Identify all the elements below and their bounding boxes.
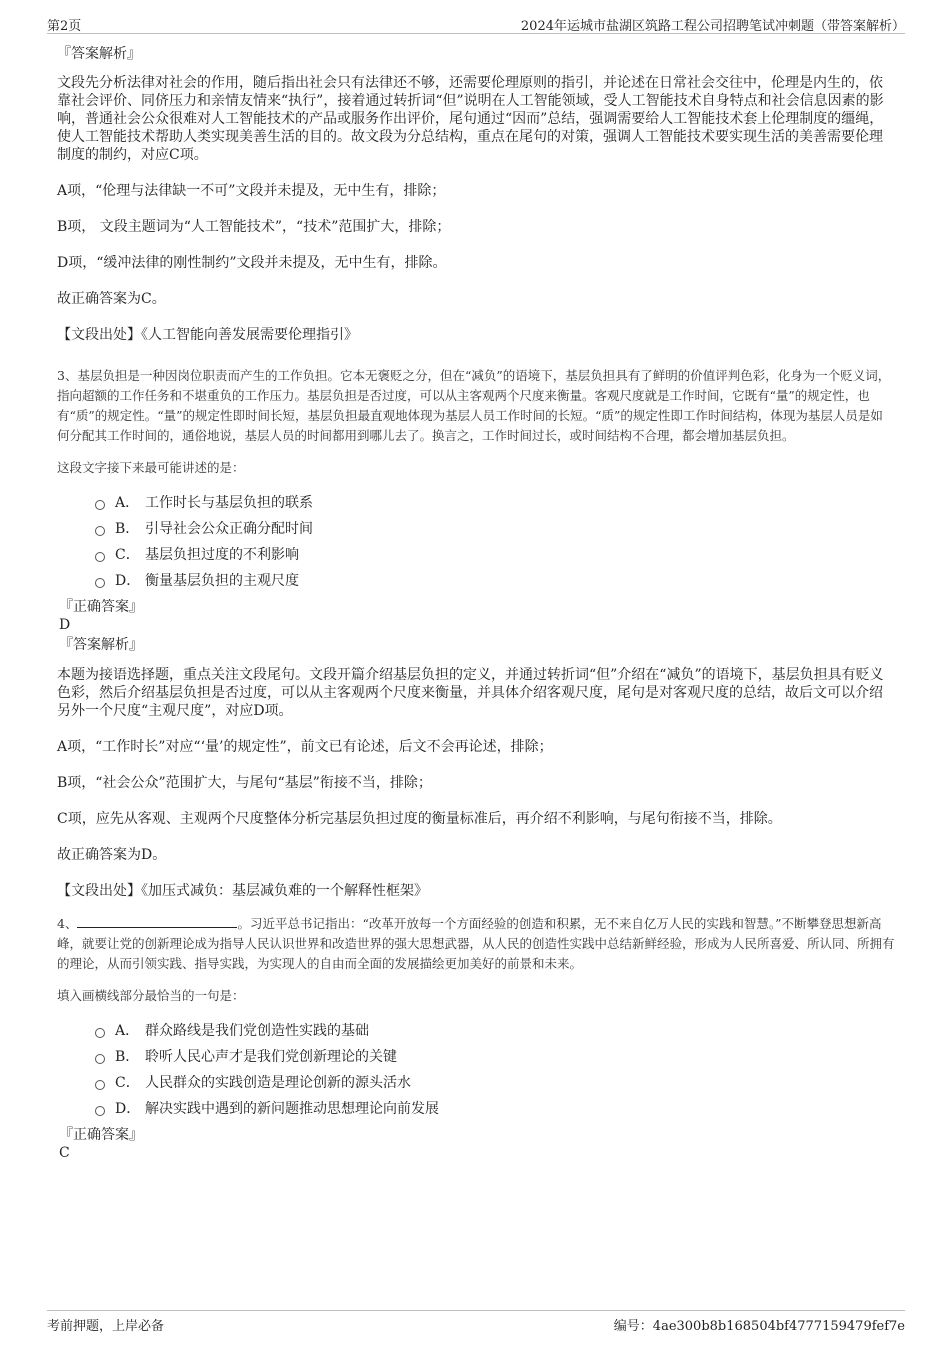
radio-icon[interactable] [95,1106,105,1116]
page-header [47,13,905,34]
q3-options [95,490,895,594]
q3-option-c-analysis: C项，应先从客观、主观两个尺度整体分析完基层负担过度的衡量标准后，再介绍不利影响，与尾句衔接不当，排除。 [57,811,782,827]
q2-analysis-text: 文段先分析法律对社会的作用，随后指出社会只有法律还不够，还需要伦理原则的指引，并论述在日常社会交往中，伦理是内生的，依靠社会评价、同侪压力和亲情友情来“执行”，接着通过转折词“但”说明在人工智能领域，受人工智能技术自身特点和社会信息因素的影响，普通社会公众很难对人工智能技术的产品或服务作出评价，尾句通过“因而”总结，强调需要给人工智能技术套上伦理制度的缰绳，使人工智能技术帮助人类实现美善生活的目的。故文段为分总结构，重点在尾句的对策，强调人工智能技术要实现生活的美善需要伦理制度的制约，对应C项。 [57,75,884,163]
q3-option-d[interactable]: D． 衡量基层负担的主观尺度 [95,568,895,594]
q3-analysis-label: 『答案解析』 [59,637,143,653]
q3-option-a[interactable]: A． 工作时长与基层负担的联系 [95,490,895,516]
q2-conclusion: 故正确答案为C。 [57,291,166,307]
footer-serial-number: 编号：4ae300b8b168504bf4777159479fef7e [613,1319,905,1334]
q4-answer-label: 『正确答案』 [59,1127,143,1143]
q3-answer: D [59,617,71,633]
q2-analysis-label: 『答案解析』 [57,46,141,62]
q2-option-b-analysis: B项， 文段主题词为“人工智能技术”，“技术”范围扩大，排除； [57,219,451,235]
q2-option-d-analysis: D项，“缓冲法律的刚性制约”文段并未提及，无中生有，排除。 [57,255,447,271]
q3-analysis-text: 本题为接语选择题，重点关注文段尾句。文段开篇介绍基层负担的定义，并通过转折词“但”介绍在“减负”的语境下，基层负担具有贬义色彩，然后介绍基层负担是否过度，可以从主客观两个尺度来衡量，并具体介绍客观尺度，尾句是对客观尺度的总结，故后文可以介绍另外一个尺度“主观尺度”，对应D项。 [57,667,884,719]
q4-answer: C [59,1145,70,1161]
radio-icon[interactable] [95,526,105,536]
q3-option-b-analysis: B项，“社会公众”范围扩大，与尾句“基层”衔接不当，排除； [57,775,432,791]
q4-option-d[interactable]: D． 解决实践中遇到的新问题推动思想理论向前发展 [95,1096,895,1122]
page-footer [47,1310,905,1335]
q2-option-a-analysis: A项，“伦理与法律缺一不可”文段并未提及，无中生有，排除； [57,183,446,199]
footer-slogan: 考前押题，上岸必备 [47,1319,165,1334]
q3-option-a-analysis: A项，“工作时长”对应“‘量’的规定性”，前文已有论述，后文不会再论述，排除； [57,739,553,755]
document-body [57,44,895,1162]
q3-option-b[interactable]: B． 引导社会公众正确分配时间 [95,516,895,542]
q4-options [95,1018,895,1122]
q3-conclusion: 故正确答案为D。 [57,847,167,863]
page-number: 第2页 [47,19,82,34]
q3-prompt: 这段文字接下来最可能讲述的是： [57,460,245,475]
q3-option-c[interactable]: C． 基层负担过度的不利影响 [95,542,895,568]
radio-icon[interactable] [95,1080,105,1090]
q4-option-c[interactable]: C． 人民群众的实践创造是理论创新的源头活水 [95,1070,895,1096]
q4-stem: 。习近平总书记指出：“改革开放每一个方面经验的创造和积累，无不来自亿万人民的实践和智慧。”不断攀登思想新高峰，就要让党的创新理论成为指导人民认识世界和改造世界的强大思想武器，从人民的创造性实践中总结新鲜经验，形成为人民所喜爱、所认同、所拥有的理论，从而引领实践、指导实践，为实现人的自由而全面的发展描绘更加美好的前景和未来。 [57,916,895,971]
radio-icon[interactable] [95,1028,105,1038]
q4-blank[interactable] [77,915,237,928]
document-title: 2024年运城市盐湖区筑路工程公司招聘笔试冲刺题（带答案解析） [520,19,905,34]
q4-stem-block [57,914,895,974]
q3-answer-label: 『正确答案』 [59,599,143,615]
q4-option-a[interactable]: A． 群众路线是我们党创造性实践的基础 [95,1018,895,1044]
radio-icon[interactable] [95,500,105,510]
q4-number: 4、 [57,916,78,931]
radio-icon[interactable] [95,552,105,562]
q3-stem: 3、基层负担是一种因岗位职责而产生的工作负担。它本无褒贬之分，但在“减负”的语境下，基层负担具有了鲜明的价值评判色彩，化身为一个贬义词，指向超额的工作任务和不堪重负的工作压力。基层负担是否过度，可以从主客观两个尺度来衡量。客观尺度就是工作时间，它既有“量”的规定性，也有“质”的规定性。“量”的规定性即时间长短，基层负担最直观地体现为基层人员工作时间的长短。“质”的规定性即工作时间结构，体现为基层人员是如何分配其工作时间的，通俗地说，基层人员的时间都用到哪儿去了。换言之，工作时间过长，或时间结构不合理，都会增加基层负担。 [57,368,891,443]
q4-option-b[interactable]: B． 聆听人民心声才是我们党创新理论的关键 [95,1044,895,1070]
radio-icon[interactable] [95,578,105,588]
q2-source: 【文段出处】《人工智能向善发展需要伦理指引》 [57,327,358,343]
q4-prompt: 填入画横线部分最恰当的一句是： [57,988,245,1003]
radio-icon[interactable] [95,1054,105,1064]
q3-source: 【文段出处】《加压式减负：基层减负难的一个解释性框架》 [57,883,428,899]
